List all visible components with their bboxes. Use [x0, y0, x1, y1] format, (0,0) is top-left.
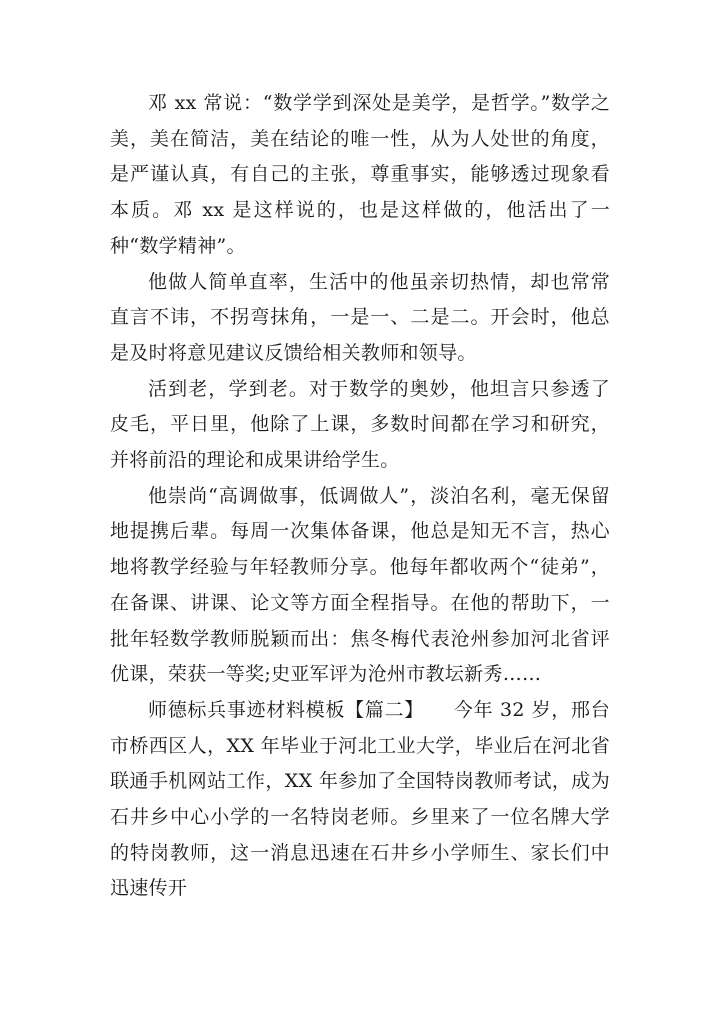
paragraph-2: 他做人简单直率，生活中的他虽亲切热情，却也常常直言不讳，不拐弯抹角，一是一、二是二。开会时，他总是及时将意见建议反馈给相关教师和领导。	[110, 270, 610, 364]
paragraph-1: 邓 xx 常说：“数学学到深处是美学，是哲学。”数学之美，美在简洁，美在结论的唯一性，从为人处世的角度，是严谨认真，有自己的主张，尊重事实，能够透过现象看本质。邓 xx 是这样说的，也是这样做的，他活出了一种“数学精神”。	[110, 92, 610, 257]
paragraph-4: 他崇尚“高调做事，低调做人”，淡泊名利，毫无保留地提携后辈。每周一次集体备课，他总是知无不言，热心地将教学经验与年轻教师分享。他每年都收两个“徒弟”，在备课、讲课、论文等方面全程指导。在他的帮助下，一批年轻数学教师脱颖而出：焦冬梅代表沧州参加河北省评优课，荣获一等奖;史亚军评为沧州市教坛新秀……	[110, 484, 610, 686]
paragraph-3: 活到老，学到老。对于数学的奥妙，他坦言只参透了皮毛，平日里，他除了上课，多数时间都在学习和研究，并将前沿的理论和成果讲给学生。	[110, 377, 610, 472]
document-body	[110, 86, 610, 907]
paragraph-5: 师德标兵事迹材料模板【篇二】 今年 32 岁，邢台市桥西区人，XX 年毕业于河北工业大学，毕业后在河北省联通手机网站工作，XX 年参加了全国特岗教师考试，成为石井乡中心小学的一名特岗老师。乡里来了一位名牌大学的特岗教师，这一消息迅速在石井乡小学师生、家长们中迅速传开	[110, 698, 610, 900]
